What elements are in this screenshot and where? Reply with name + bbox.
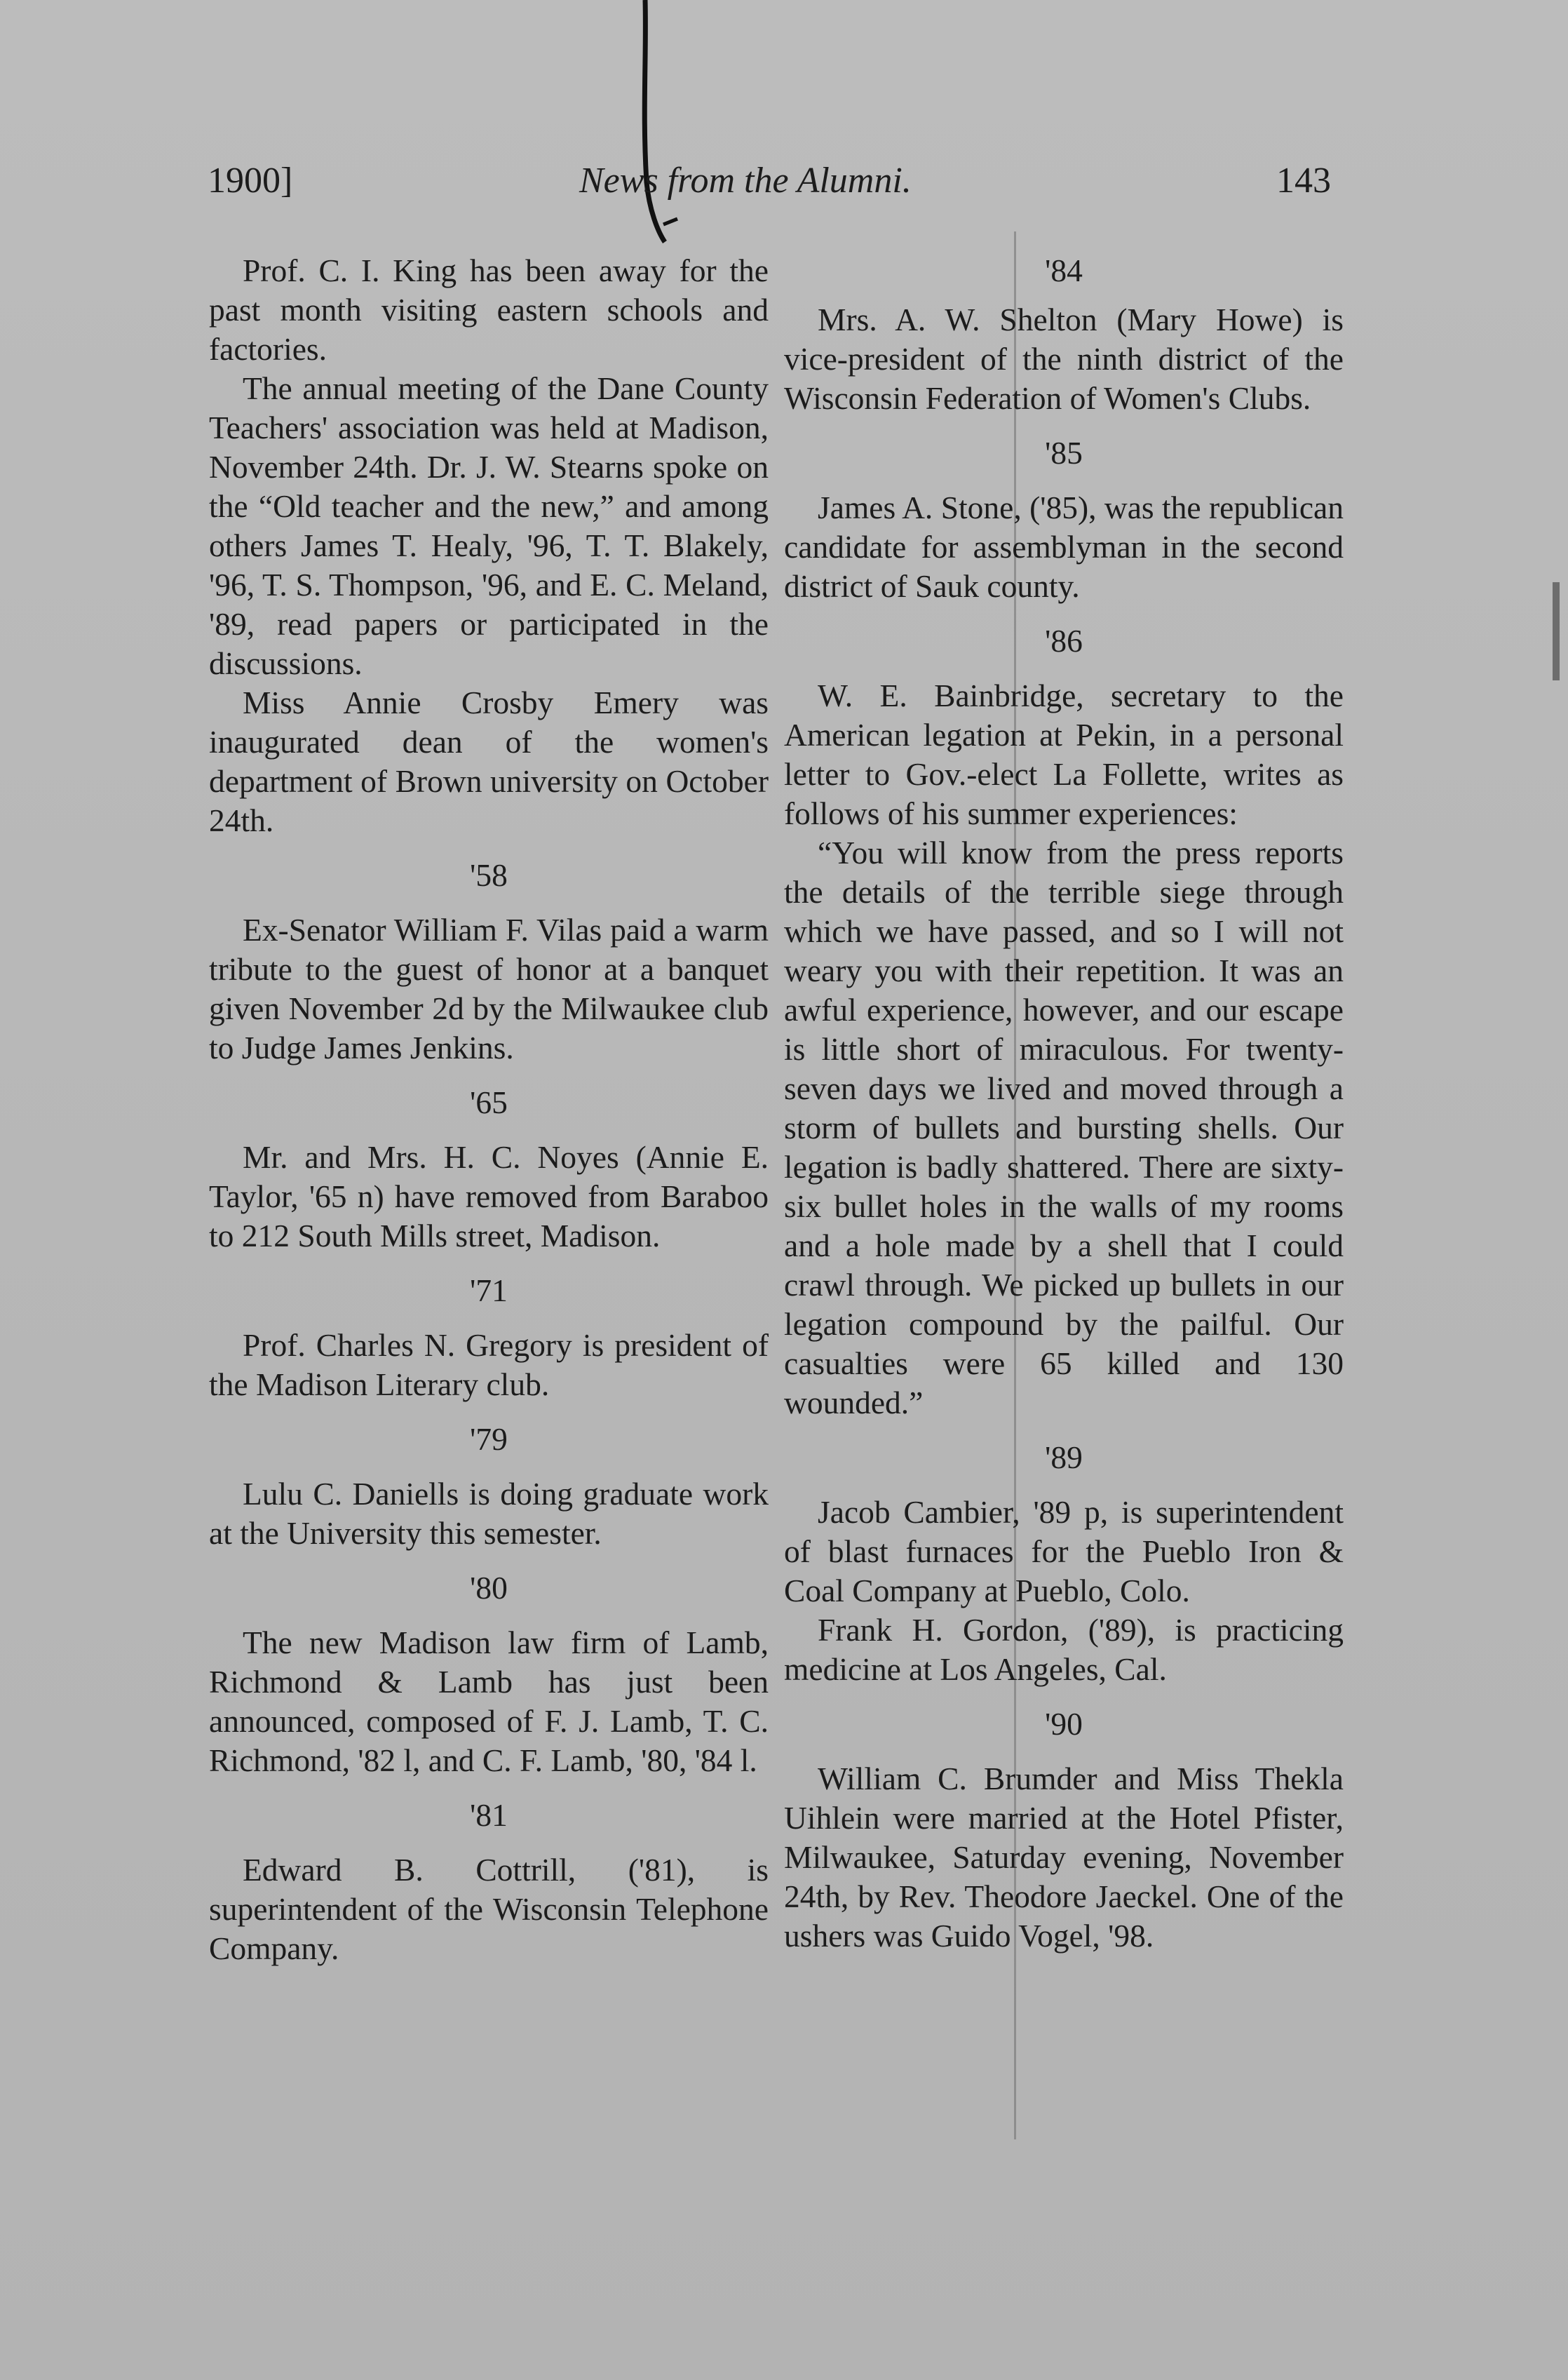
paragraph: The new Madison law firm of Lamb, Richmond & Lamb has just been announced, composed of F. J. Lamb, T. C. Richmond, '82 l, and C. F. Lamb, '80, '84 l. bbox=[209, 1625, 769, 1778]
paragraph: Lulu C. Daniells is doing graduate work at the University this semester. bbox=[209, 1476, 769, 1551]
class-year-heading: '65 bbox=[470, 1084, 508, 1120]
header-year: 1900] bbox=[208, 161, 293, 201]
paragraph: The annual meeting of the Dane County Teachers' association was held at Madison, November 24th. Dr. J. W. Stearns spoke on the “Old teacher and the new,” and among others James T. Healy, '96, T. T. Blakely, '96, T. S. Thompson, '96, and E. C. Meland, '89, read papers or participated in the discussions. bbox=[209, 370, 769, 681]
quoted-letter: “You will know from the press reports the details of the terrible siege through which we have passed, and so I will not weary you with their repetition. It was an awful experience, however, and our escape is little short of miraculous. For twenty-seven days we lived and moved through a storm of bullets and bursting shells. Our legation is badly shattered. There are sixty-six bullet holes in the walls of my rooms and a hole made by a shell that I could crawl through. We picked up bullets in our legation compound by the pailful. Our casualties were 65 killed and 130 wounded.” bbox=[784, 835, 1344, 1420]
paragraph: William C. Brumder and Miss Thekla Uihlein were married at the Hotel Pfister, Milwaukee, Saturday evening, November 24th, by Rev. Theodore Jaeckel. One of the ushers was Guido Vogel, '98. bbox=[784, 1761, 1344, 1954]
right-column bbox=[784, 251, 1344, 1956]
running-header bbox=[0, 160, 1568, 216]
paragraph: Mr. and Mrs. H. C. Noyes (Annie E. Taylor, '65 n) have removed from Baraboo to 212 South Mills street, Madison. bbox=[209, 1139, 769, 1253]
paragraph: Miss Annie Crosby Emery was inaugurated dean of the women's department of Brown university on October 24th. bbox=[209, 685, 769, 838]
paragraph: Jacob Cambier, '89 p, is superintendent of blast furnaces for the Pueblo Iron & Coal Company at Pueblo, Colo. bbox=[784, 1494, 1344, 1608]
class-year-heading: '86 bbox=[1045, 623, 1083, 659]
class-year-heading: '79 bbox=[470, 1421, 508, 1457]
class-year-heading: '58 bbox=[470, 857, 508, 893]
class-year-heading: '85 bbox=[1045, 435, 1083, 471]
paragraph: W. E. Bainbridge, secretary to the American legation at Pekin, in a personal letter to Gov.-elect La Follette, writes as follows of his summer experiences: bbox=[784, 678, 1344, 831]
header-title: News from the Alumni. bbox=[579, 161, 912, 201]
class-year-heading: '81 bbox=[470, 1797, 508, 1833]
paragraph: Prof. C. I. King has been away for the past month visiting eastern schools and factories. bbox=[209, 253, 769, 367]
class-year-heading: '90 bbox=[1045, 1706, 1083, 1742]
class-year-heading: '71 bbox=[470, 1272, 508, 1308]
paragraph: Frank H. Gordon, ('89), is practicing medicine at Los Angeles, Cal. bbox=[784, 1612, 1344, 1687]
paragraph: Mrs. A. W. Shelton (Mary Howe) is vice-president of the ninth district of the Wisconsin Federation of Women's Clubs. bbox=[784, 302, 1344, 416]
paragraph: Ex-Senator William F. Vilas paid a warm tribute to the guest of honor at a banquet given November 2d by the Milwaukee club to Judge James Jenkins. bbox=[209, 912, 769, 1065]
class-year-heading: '89 bbox=[1045, 1439, 1083, 1475]
left-column bbox=[209, 251, 769, 1968]
paragraph: Edward B. Cottrill, ('81), is superintendent of the Wisconsin Telephone Company. bbox=[209, 1852, 769, 1966]
edge-mark bbox=[1553, 582, 1560, 680]
paragraph: James A. Stone, ('85), was the republican candidate for assemblyman in the second district of Sauk county. bbox=[784, 490, 1344, 604]
class-year-heading: '80 bbox=[470, 1570, 508, 1606]
paragraph: Prof. Charles N. Gregory is president of the Madison Literary club. bbox=[209, 1327, 769, 1402]
page-number: 143 bbox=[1276, 161, 1331, 201]
class-year-heading: '84 bbox=[1045, 253, 1083, 288]
